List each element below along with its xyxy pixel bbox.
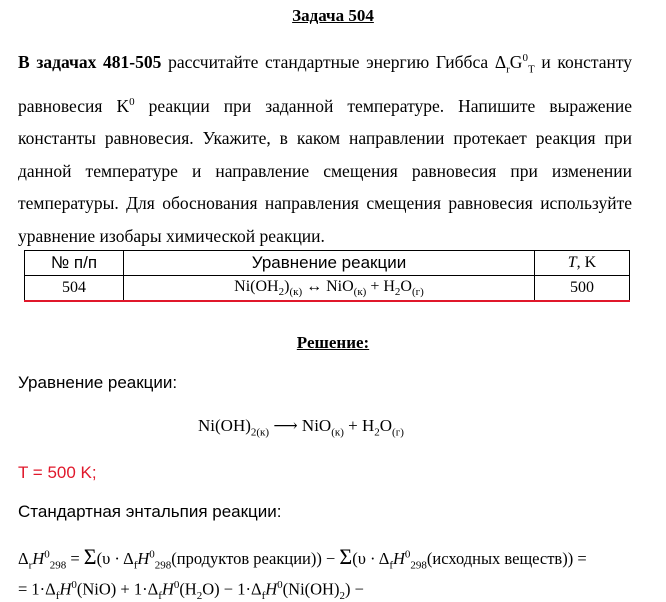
enthalpy-formula-next: = $1\cdot\Delta_fH^0(NiO) + 1\cdot\Delta_fH^0(H_2O) - 1\cdot\Delta_fH^0(Ni(OH)_2)$ − [18, 579, 364, 602]
task-bold-start: В задачах 481-505 [18, 51, 162, 72]
table-header-row [25, 251, 630, 276]
solution-title: Решение: [296, 333, 370, 352]
task-title: Задача 504 [292, 6, 374, 25]
table-row [25, 276, 630, 302]
reaction-equation: $Ni(OH)_{2(к)}$ ⟶ $NiO_{(к)} + H_2O_{(г)}$ [198, 416, 404, 439]
task-text [18, 42, 632, 252]
header-number: № п/п [25, 251, 124, 276]
temperature-line: T = 500 K; [18, 463, 97, 482]
row-equation: $Ni(OH_2)_{(к)}$ ↔ $NiO_{(к)} + H_2O_{(г)}$ [124, 276, 535, 302]
header-equation: Уравнение реакции [124, 251, 535, 276]
reaction-label: Уравнение реакции: [18, 373, 178, 392]
row-number: 504 [25, 276, 124, 302]
enthalpy-formula: $\Delta_rH^0_{298} = \Sigma(\upsilon$ · $\Delta_fH^0_{298}(продуктов$ реакции)) − $\Sigma(\upsilon \cdot \Delta_fH^0_{298}(исходных$ веществ)) = [18, 544, 587, 572]
enthalpy-label: Стандартная энтальпия реакции: [18, 502, 282, 521]
task-body: рассчитайте стандартные энергию Гиббса $\Delta_rG^0_T$ и константу равновесия $K^0$ реакции при заданной температуре. Напишите выражение константы равновесия. Укажите, в каком направлении протекает реакция при данной температуре и направление смещения равновесия при изменении температуры. Для обоснования направления смещения равновесия используйте уравнение изобары химической реакции. [18, 51, 633, 246]
header-temperature: T, K [535, 251, 630, 276]
row-temperature: 500 [535, 276, 630, 302]
reaction-table [24, 250, 630, 302]
